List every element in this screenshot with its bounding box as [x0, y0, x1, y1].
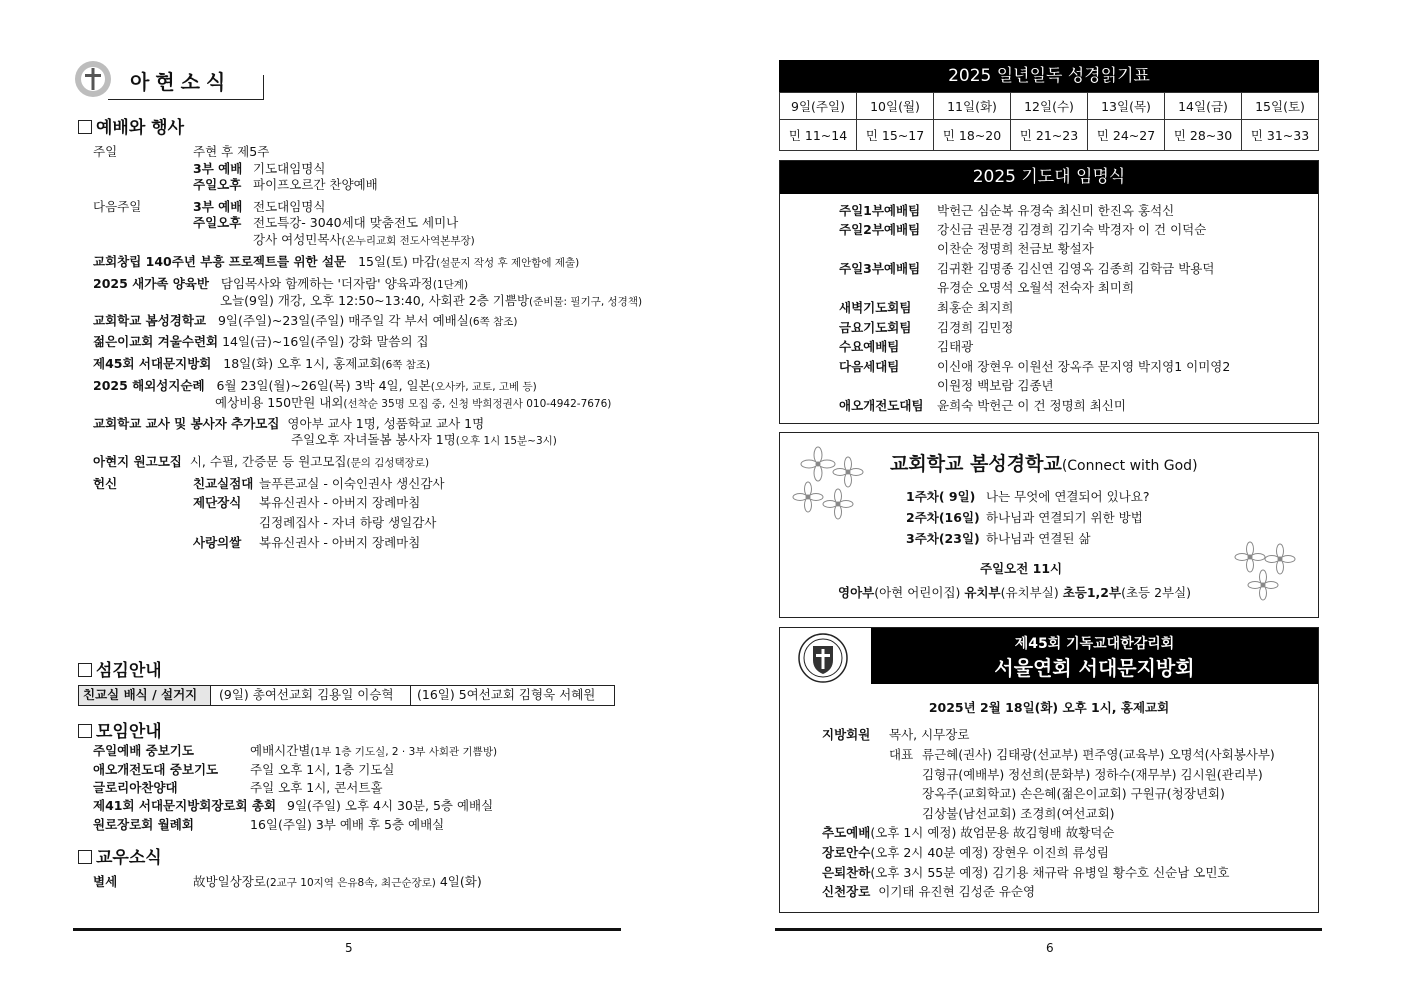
prayer-team-members: 유경순 오명석 오월석 전숙자 최미희: [937, 280, 1135, 295]
checkbox-icon: [78, 663, 92, 677]
bible-school-topic: 하나님과 연결되기 위한 방법: [986, 510, 1143, 525]
district-retirement: 은퇴찬하(오후 3시 55분 예정) 김기용 채규락 유병일 황수호 신순남 오민호: [822, 865, 1230, 880]
reading-passage: 민 21~23: [1011, 120, 1088, 151]
reading-day: 13일(목): [1088, 93, 1165, 120]
prayer-team-name: 애오개전도대팀: [839, 398, 924, 413]
offering-item-label: 제단장식: [193, 495, 242, 510]
offering-item-label: 사랑의쌀: [193, 535, 242, 550]
meeting-detail: 예배시간별(1부 1층 기도실, 2 · 3부 사회관 기쁨방): [250, 743, 498, 758]
meeting-name: 원로장로회 월례회: [93, 817, 194, 832]
meeting-detail: 주일 오후 1시, 1층 기도실: [250, 762, 395, 777]
district-members-label: 지방회원: [822, 727, 871, 742]
offering-item-text: 늘푸른교실 - 이숙인권사 생신감사: [259, 476, 445, 491]
sunday-line: 주현 후 제5주: [193, 144, 270, 159]
meeting-name: 제41회 서대문지방회장로회 총회: [93, 798, 277, 813]
reading-day: 14일(금): [1165, 93, 1242, 120]
section-service-heading: 섬김안내: [78, 656, 162, 681]
recruit-notice: 교회학교 교사 및 봉사자 추가모집 영아부 교사 1명, 성품학교 교사 1명: [93, 416, 485, 431]
district-rep-label: 대표: [889, 747, 914, 762]
next-sunday-item-text: 전도대임명식: [253, 199, 326, 214]
prayer-team-name: 주일3부예배팀: [839, 261, 921, 276]
offering-label: 헌신: [93, 476, 118, 491]
next-sunday-label: 다음주일: [93, 199, 142, 214]
reading-passage: 민 31~33: [1242, 120, 1319, 151]
prayer-team-members: 박헌근 심순복 유경숙 최신미 한진옥 홍석신: [937, 203, 1175, 218]
sunday-label: 주일: [93, 144, 118, 159]
service-table-header-text: 친교실 배식 / 설거지: [83, 687, 198, 702]
district-new-elders: 신천장로 이기태 유진현 김성준 유순영: [822, 884, 1036, 899]
reading-passage: 민 15~17: [857, 120, 934, 151]
church-logo: [74, 60, 112, 98]
news-label: 별세: [93, 874, 118, 889]
right-footer-rule: [775, 928, 1322, 931]
prayer-team-members: 이신애 장현우 이원선 장옥주 문지영 박지영1 이미영2: [937, 359, 1231, 374]
prayer-team-name: 주일2부예배팀: [839, 222, 921, 237]
prayer-team-name: 새벽기도회팀: [839, 300, 912, 315]
prayer-team-members: 김귀환 김명종 김신연 김영옥 김종희 김학금 박용덕: [937, 261, 1215, 276]
offering-item-text: 김정례집사 - 자녀 하랑 생일감사: [259, 515, 437, 530]
bible-school-topic: 하나님과 연결된 삶: [986, 531, 1091, 546]
meeting-detail: 주일 오후 1시, 콘서트홀: [250, 780, 383, 795]
district-title-line1: 제45회 기독교대한감리회: [1014, 636, 1175, 652]
district-rep-row: 김상불(남선교회) 조경희(여선교회): [922, 806, 1115, 821]
prayer-team-members: 김경희 김민정: [937, 320, 1014, 335]
pilgrim-detail: 예상비용 150만원 내외(선착순 35명 모집 중, 신청 박희정권사 010-4942-7676): [215, 395, 612, 410]
checkbox-icon: [78, 120, 92, 134]
recruit-detail: 주일오후 자녀돌봄 봉사자 1명(오후 1시 15분~3시): [291, 432, 557, 447]
offering-item-text: 복유신권사 - 아버지 장례마침: [259, 535, 421, 550]
bible-school-week: 3주차(23일): [906, 531, 980, 546]
bible-school-time: 주일오전 11시: [980, 561, 1063, 576]
district-title-line2: 서울연회 서대문지방회: [994, 656, 1195, 680]
sunday-item-label: 3부 예배: [193, 161, 243, 176]
reading-plan-title: 2025 일년일독 성경읽기표: [779, 60, 1319, 92]
reading-passage: 민 24~27: [1088, 120, 1165, 151]
district-notice: 제45회 서대문지방회 18일(화) 오후 1시, 홍제교회(6쪽 참조): [93, 356, 431, 371]
bible-school-week: 2주차(16일): [906, 510, 980, 525]
next-sunday-item-label: 주일오후: [193, 215, 242, 230]
prayer-team-name: 금요기도회팀: [839, 320, 912, 335]
reading-passage: 민 11~14: [780, 120, 857, 151]
next-sunday-speaker: 강사 여성민목사(온누리교회 전도사역본부장): [253, 232, 475, 247]
next-sunday-item-label: 3부 예배: [193, 199, 243, 214]
youth-retreat-notice: 젊은이교회 겨울수련회 14일(금)~16일(주일) 강화 말씀의 집: [93, 334, 429, 349]
prayer-team-name: 수요예배팀: [839, 339, 900, 354]
survey-notice: 교회창립 140주년 부흥 프로젝트를 위한 설문 15일(토) 마감(설문지 작성 후 제안함에 제출): [93, 254, 580, 269]
methodist-seal-icon: [797, 632, 849, 684]
bible-school-notice: 교회학교 봄성경학교 9일(주일)~23일(주일) 매주일 각 부서 예배실(6쪽 참조): [93, 313, 518, 328]
flower-decoration-icon: [788, 442, 878, 524]
prayer-team-members: 이찬순 정명희 천금보 황설자: [937, 241, 1094, 256]
district-members-text: 목사, 시무장로: [889, 727, 970, 742]
bible-school-title: 교회학교 봄성경학교(Connect with God): [890, 453, 1198, 475]
page-number-left: 5: [345, 941, 353, 955]
prayer-team-name: 주일1부예배팀: [839, 203, 921, 218]
prayer-team-members: 김태광: [937, 339, 974, 354]
newfamily-notice: 2025 새가족 양육반 담임목사와 함께하는 '더자람' 양육과정(1단계): [93, 276, 469, 291]
service-table: [78, 685, 615, 706]
sunday-item-text: 파이프오르간 찬양예배: [253, 177, 378, 192]
meeting-name: 애오개전도대 중보기도: [93, 762, 219, 777]
offering-item-label: 친교실점대: [193, 476, 254, 491]
bible-school-topic: 나는 무엇에 연결되어 있나요?: [986, 489, 1150, 504]
district-rep-row: 김형규(예배부) 정선희(문화부) 정하수(재무부) 김시원(관리부): [922, 767, 1263, 782]
meeting-detail: 9일(주일) 오후 4시 30분, 5층 예배실: [287, 798, 494, 813]
section-meetings-heading: 모임안내: [78, 717, 162, 742]
district-rep-row: 장옥주(교회학교) 손은혜(젊은이교회) 구원규(청장년회): [922, 786, 1225, 801]
page-title: 아현소식: [130, 70, 232, 94]
section-worship-heading: 예배와 행사: [78, 113, 184, 138]
district-date: 2025년 2월 18일(화) 오후 1시, 홍제교회: [928, 700, 1170, 715]
left-footer-rule: [73, 928, 621, 931]
reading-passage: 민 28~30: [1165, 120, 1242, 151]
sunday-item-text: 기도대임명식: [253, 161, 326, 176]
pilgrim-notice: 2025 해외성지순례 6월 23일(월)~26일(목) 3박 4일, 일본(오사카, 교토, 고베 등): [93, 378, 537, 393]
news-text: 故방일상장로(2교구 10지역 은유8속, 최근순장로) 4일(화): [193, 874, 482, 889]
checkbox-icon: [78, 724, 92, 738]
sunday-item-label: 주일오후: [193, 177, 242, 192]
page-number-right: 6: [1046, 941, 1054, 955]
section-news-heading: 교우소식: [78, 843, 162, 868]
offering-item-text: 복유신권사 - 아버지 장례마침: [259, 495, 421, 510]
flower-decoration-icon: [1225, 535, 1305, 605]
reading-passage: 민 18~20: [934, 120, 1011, 151]
district-ordination: 장로안수(오후 2시 40분 예정) 장현우 이진희 류성림: [822, 845, 1109, 860]
district-rep-row: 류근혜(권사) 김태광(선교부) 편주영(교육부) 오명석(사회봉사부): [922, 747, 1275, 762]
service-table-cell: (16일) 5여선교회 김형욱 서혜원: [417, 687, 596, 702]
reading-day: 12일(수): [1011, 93, 1088, 120]
prayer-team-members: 이원정 백보람 김종년: [937, 378, 1054, 393]
bible-school-week: 1주차( 9일): [906, 489, 976, 504]
prayer-team-members: 최홍순 최지희: [937, 300, 1014, 315]
meeting-name: 주일예배 중보기도: [93, 743, 194, 758]
prayer-team-name: 다음세대팀: [839, 359, 900, 374]
prayer-team-members: 윤희숙 박헌근 이 건 정명희 최신미: [937, 398, 1126, 413]
prayer-team-members: 강신금 권문경 김경희 김기숙 박경자 이 건 이덕순: [937, 222, 1207, 237]
newfamily-detail: 오늘(9일) 개강, 오후 12:50~13:40, 사회관 2층 기쁨방(준비물: 필기구, 성경책): [220, 293, 643, 308]
prayer-team-title: 2025 기도대 임명식: [780, 161, 1318, 194]
meeting-name: 글로리아찬양대: [93, 780, 178, 795]
bible-school-departments: 영아부(아현 어린이집) 유치부(유치부실) 초등1,2부(초등 2부실): [838, 585, 1192, 600]
district-memorial: 추도예배(오후 1시 예정) 故엄문용 故김형배 故황덕순: [822, 825, 1115, 840]
reading-plan-table: [779, 92, 1319, 151]
writing-notice: 아현지 원고모집 시, 수필, 간증문 등 원고모집(문의 김성택장로): [93, 454, 430, 469]
reading-day: 15일(토): [1242, 93, 1319, 120]
reading-day: 11일(화): [934, 93, 1011, 120]
checkbox-icon: [78, 850, 92, 864]
service-table-cell: (9일) 총여선교회 김용일 이승혁: [219, 687, 394, 702]
reading-day: 10일(월): [857, 93, 934, 120]
next-sunday-item-text: 전도특강- 3040세대 맞춤전도 세미나: [253, 215, 459, 230]
meeting-detail: 16일(주일) 3부 예배 후 5층 예배실: [250, 817, 445, 832]
reading-day: 9일(주일): [780, 93, 857, 120]
